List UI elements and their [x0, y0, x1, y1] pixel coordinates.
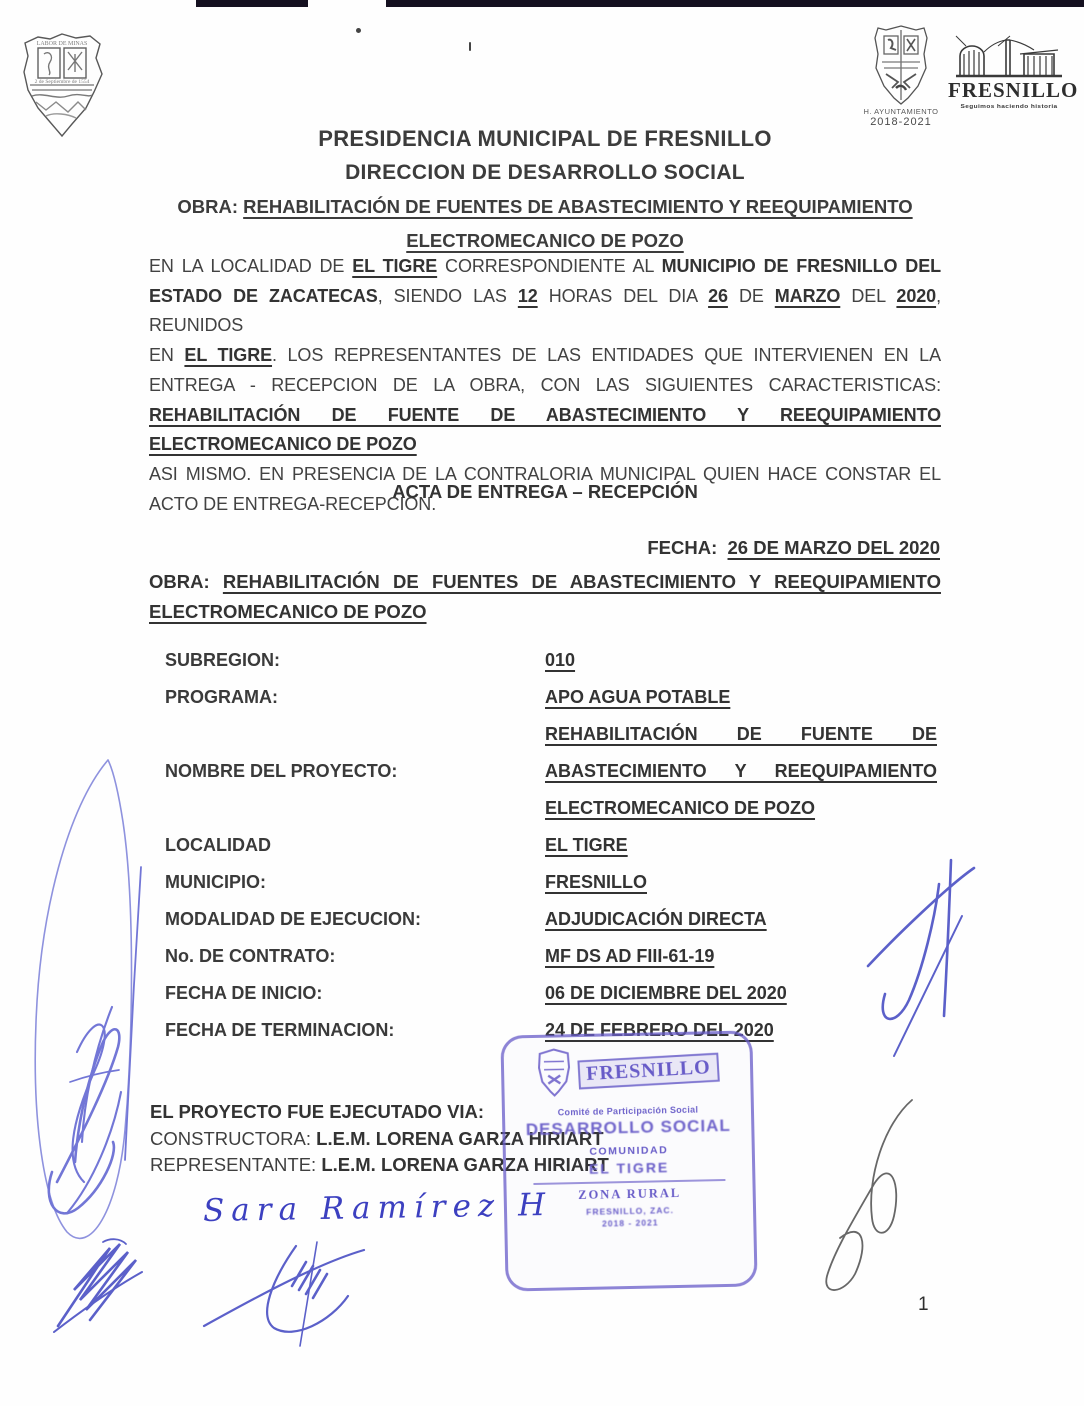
intro-text: ENTREGA - RECEPCION DE LA OBRA, CON LAS SIGUIENTES CARACTERISTICAS: — [149, 374, 941, 395]
scan-speck — [356, 28, 361, 33]
intro-text: CORRESPONDIENTE AL — [437, 256, 662, 276]
official-stamp — [500, 1030, 757, 1291]
intro-text: HORAS DEL DIA — [537, 285, 709, 306]
intro-text: , SIENDO LAS — [377, 285, 518, 306]
stamp-brand: FRESNILLO — [577, 1052, 719, 1089]
stamp-line1: Comité de Participación Social — [557, 1104, 699, 1118]
intro-line — [149, 282, 941, 341]
intro-text: DEL — [840, 285, 897, 306]
obra-heading-line2: ELECTROMECANICO DE POZO — [406, 230, 684, 251]
intro-line — [149, 341, 941, 371]
fecha-value: 26 DE MARZO DEL 2020 — [727, 537, 940, 558]
ayuntamiento-shield-icon — [872, 24, 930, 106]
signature-right-upper — [852, 858, 984, 1060]
fresnillo-tagline: Seguimos haciendo historia — [960, 103, 1058, 110]
scan-speck — [469, 42, 471, 51]
stamp-line3: COMUNIDAD — [589, 1144, 669, 1158]
title-block — [150, 126, 940, 252]
obra2-line1: REHABILITACIÓN DE FUENTES DE ABASTECIMIENTO Y REEQUIPAMIENTO — [222, 571, 941, 592]
signature-bottom-left — [48, 1228, 163, 1343]
obra-section — [149, 567, 941, 627]
intro-estado: ESTADO DE ZACATECAS — [149, 285, 378, 306]
field-value-fecha-terminacion: 24 DE FEBRERO DEL 2020 — [545, 1020, 774, 1040]
stamp-divider — [534, 1179, 726, 1185]
intro-paragraph — [149, 252, 941, 519]
scan-artifact-bar — [386, 0, 1084, 7]
field-value-subregion: 010 — [545, 650, 576, 670]
municipal-crest-logo — [16, 30, 108, 142]
intro-text: . LOS REPRESENTANTES DE LAS ENTIDADES QUE INTERVIENEN EN LA — [272, 345, 941, 366]
intro-line — [149, 371, 941, 401]
fresnillo-logo — [948, 34, 1079, 110]
signature-right-lower — [812, 1086, 934, 1298]
field-label-municipio: MUNICIPIO: — [165, 872, 266, 892]
field-label-fecha-terminacion: FECHA DE TERMINACION: — [165, 1020, 395, 1040]
stamp-logo-row — [503, 1037, 750, 1104]
representante-label: REPRESENTANTE: — [150, 1154, 322, 1175]
stamp-line4: EL TIGRE — [588, 1159, 670, 1177]
ayuntamiento-caption: H. AYUNTAMIENTO — [863, 107, 939, 116]
stamp-line6: FRESNILLO, ZAC. — [586, 1205, 675, 1217]
field-label-fecha-inicio: FECHA DE INICIO: — [165, 983, 323, 1003]
svg-text:LABOR DE MINAS: LABOR DE MINAS — [36, 41, 88, 47]
obra2-label: OBRA: — [149, 571, 223, 592]
fecha-line — [150, 537, 940, 559]
acta-title: ACTA DE ENTREGA – RECEPCIÓN — [392, 481, 698, 502]
obra-label: OBRA: — [177, 196, 244, 217]
constructora-label: CONSTRUCTORA: — [150, 1127, 317, 1149]
intro-el-tigre: EL TIGRE — [184, 345, 273, 366]
constructora-value: L.E.M. LORENA GARZA HIRIART — [316, 1127, 604, 1149]
ayuntamiento-years: 2018-2021 — [870, 116, 932, 128]
intro-obra-nombre2: ELECTROMECANICO DE POZO — [149, 434, 417, 455]
signature-left-large — [22, 752, 174, 1252]
intro-line — [149, 401, 941, 431]
fecha-label: FECHA: — [647, 537, 718, 558]
field-value-proyecto-line3: ELECTROMECANICO DE POZO — [545, 798, 816, 818]
field-value-programa: APO AGUA POTABLE — [545, 687, 731, 707]
field-value-localidad: EL TIGRE — [545, 835, 628, 855]
obra-heading-line1: REHABILITACIÓN DE FUENTES DE ABASTECIMIENTO Y REEQUIPAMIENTO — [243, 196, 913, 217]
obra-line1-wrap — [149, 567, 941, 597]
field-value-proyecto-line2: ABASTECIMIENTO Y REEQUIPAMIENTO — [545, 761, 937, 781]
field-value-proyecto-line1: REHABILITACIÓN DE FUENTE DE — [545, 724, 937, 744]
intro-text: ASI MISMO. EN PRESENCIA DE LA CONTRALORIA MUNICIPAL QUIEN HACE CONSTAR EL — [149, 463, 941, 484]
intro-line — [149, 430, 941, 460]
svg-text:2 de Septiembre de 1554: 2 de Septiembre de 1554 — [34, 79, 90, 85]
intro-municipio: MUNICIPIO DE FRESNILLO DEL — [661, 256, 942, 276]
page-subtitle: DIRECCION DE DESARROLLO SOCIAL — [345, 161, 745, 184]
fresnillo-wordmark: FRESNILLO — [948, 78, 1079, 102]
intro-text: , REUNIDOS — [149, 285, 941, 336]
intro-text: ACTO DE ENTREGA-RECEPCION. — [149, 493, 437, 514]
page-title: PRESIDENCIA MUNICIPAL DE FRESNILLO — [318, 126, 772, 151]
obra-line2-wrap — [149, 597, 941, 627]
obra-heading-line2-wrap — [150, 230, 940, 252]
ayuntamiento-logo — [862, 24, 940, 128]
field-label-proyecto: NOMBRE DEL PROYECTO: — [165, 761, 398, 781]
fresnillo-headframe-icon — [954, 34, 1064, 78]
scan-artifact-bar — [196, 0, 308, 7]
intro-dia: 26 — [708, 285, 728, 306]
handwritten-name: Sara Ramírez H — [202, 1186, 553, 1230]
field-value-municipio: FRESNILLO — [545, 872, 647, 892]
field-value-fecha-inicio: 06 DE DICIEMBRE DEL 2020 — [545, 983, 787, 1003]
stamp-shield-icon — [535, 1047, 572, 1098]
obra-heading — [150, 196, 940, 218]
signature-center — [196, 1238, 381, 1350]
intro-hora: 12 — [517, 285, 538, 306]
field-value-contrato: MF DS AD FIII-61-19 — [545, 946, 715, 966]
intro-line — [149, 252, 941, 282]
intro-mes: MARZO — [774, 285, 841, 306]
intro-el-tigre: EL TIGRE — [352, 256, 438, 276]
intro-text: DE — [727, 285, 775, 306]
field-label-localidad: LOCALIDAD — [165, 835, 271, 855]
field-label-programa: PROGRAMA: — [165, 687, 278, 707]
stamp-line7: 2018 - 2021 — [602, 1217, 659, 1229]
stamp-line2: DESARROLLO SOCIAL — [525, 1115, 731, 1140]
intro-obra-nombre: REHABILITACIÓN DE FUENTE DE ABASTECIMIENTO Y REEQUIPAMIENTO — [149, 404, 941, 425]
ejecutado-line: EL PROYECTO FUE EJECUTADO VIA: — [150, 1101, 485, 1122]
page-number: 1 — [918, 1294, 929, 1315]
field-label-modalidad: MODALIDAD DE EJECUCION: — [165, 909, 422, 929]
field-value-modalidad: ADJUDICACIÓN DIRECTA — [545, 909, 767, 929]
intro-anio: 2020 — [896, 285, 937, 306]
obra2-line2: ELECTROMECANICO DE POZO — [149, 601, 427, 622]
field-label-subregion: SUBREGION: — [165, 650, 281, 670]
representante-value: L.E.M. LORENA GARZA HIRIART — [321, 1154, 609, 1175]
intro-text: EN LA LOCALIDAD DE — [149, 256, 353, 276]
stamp-line5: ZONA RURAL — [578, 1185, 682, 1203]
field-label-contrato: No. DE CONTRATO: — [165, 946, 336, 966]
intro-text: EN — [149, 345, 185, 366]
